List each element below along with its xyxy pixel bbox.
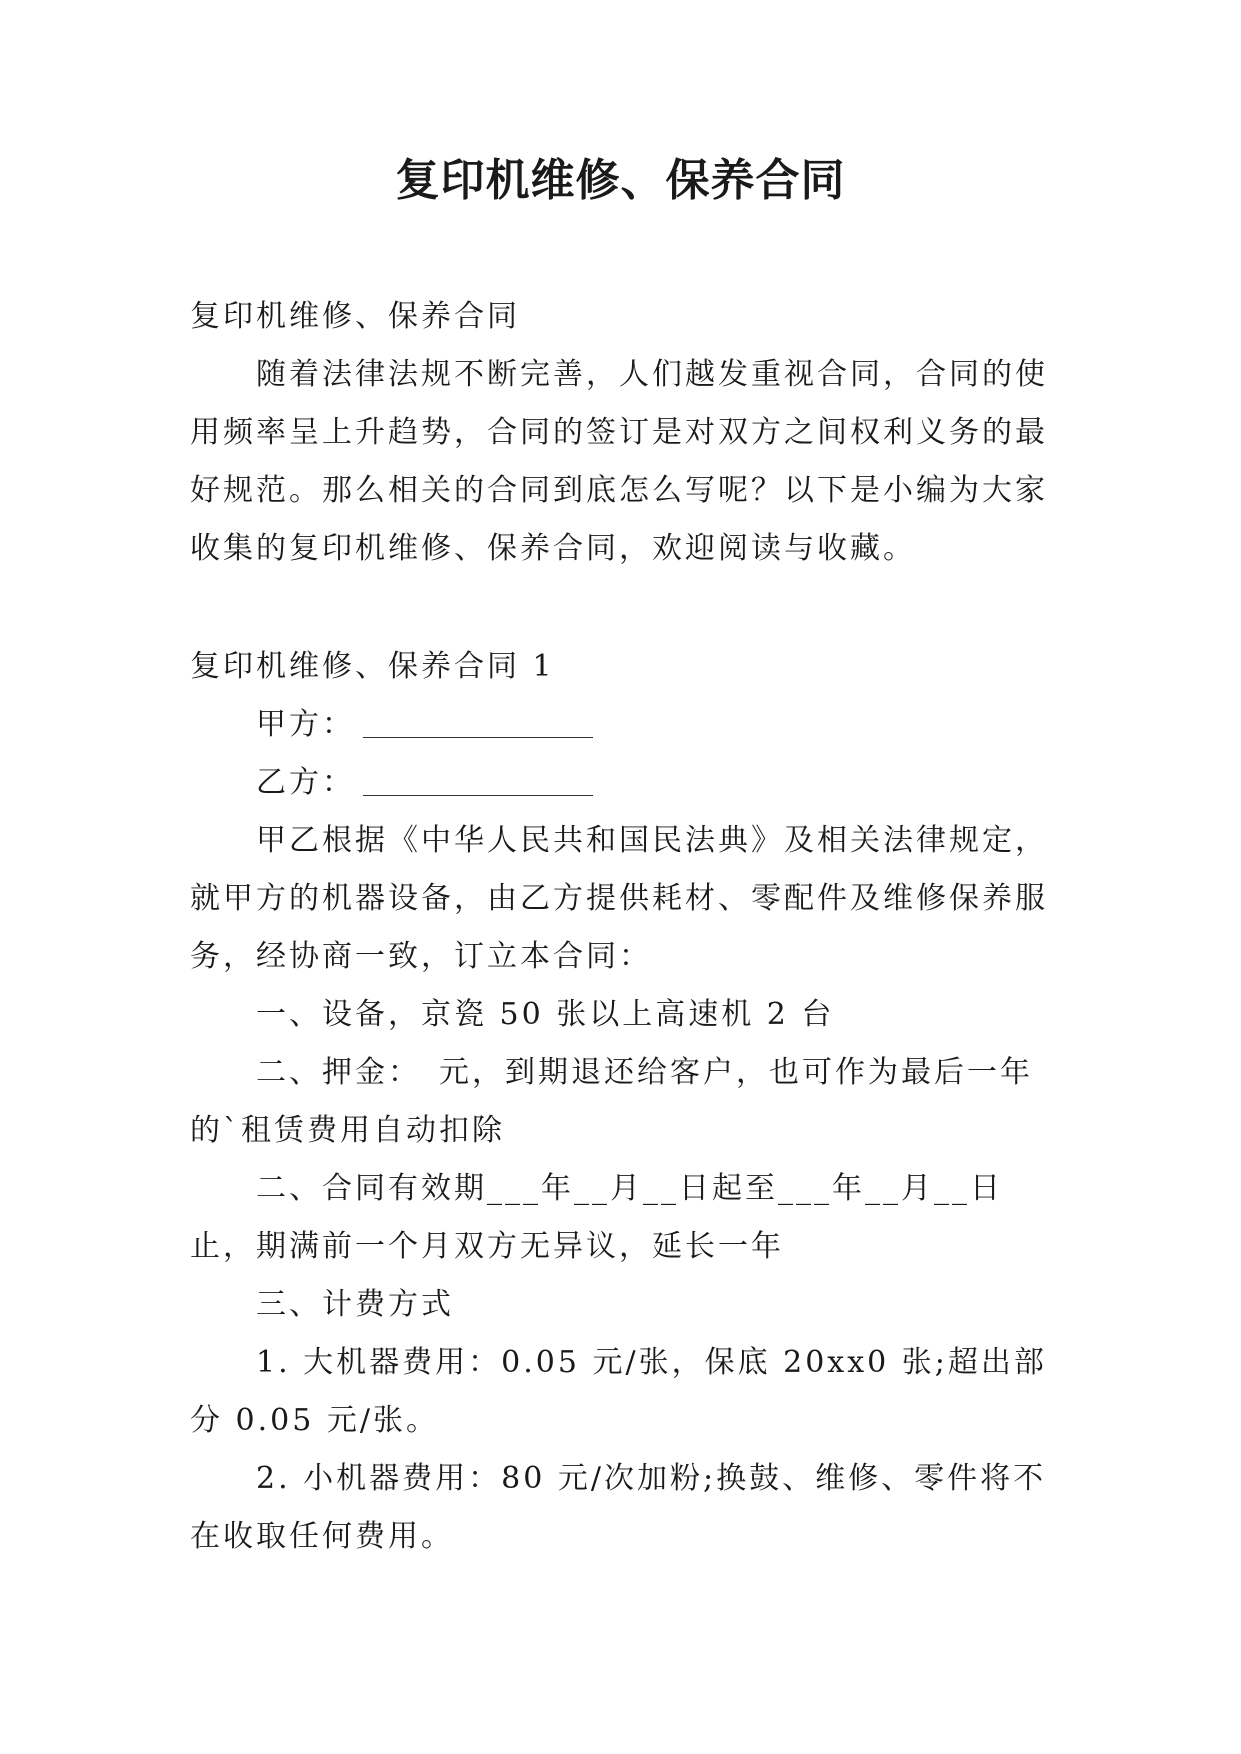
party-a-blank [363,715,593,738]
document-subtitle: 复印机维修、保养合同 [190,299,520,334]
party-b-label: 乙方： [256,765,355,800]
paragraph-gap [190,578,1052,638]
party-a-label: 甲方： [256,707,355,742]
clause-deposit: 二、押金： 元，到期退还给客户，也可作为最后一年的`租赁费用自动扣除 [190,1055,1033,1148]
document-title: 复印机维修、保养合同 [395,155,846,206]
clause-billing-large: 1. 大机器费用：0.05 元/张，保底 20xx0 张;超出部分 0.05 元/张。 [190,1345,1047,1438]
party-b-line [190,754,1052,812]
clause-equipment: 一、设备，京瓷 50 张以上高速机 2 台 [256,997,835,1032]
document-body [190,288,1052,1566]
clause-billing-small: 2. 小机器费用：80 元/次加粉;换鼓、维修、零件将不在收取任何费用。 [190,1461,1047,1554]
clause-billing: 三、计费方式 [256,1287,454,1322]
section-title: 复印机维修、保养合同 1 [190,649,555,684]
preamble-paragraph: 甲乙根据《中华人民共和国民法典》及相关法律规定，就甲方的机器设备，由乙方提供耗材、零配件及维修保养服务，经协商一致，订立本合同： [190,823,1048,974]
intro-paragraph: 随着法律法规不断完善，人们越发重视合同，合同的使用频率呈上升趋势，合同的签订是对双方之间权利义务的最好规范。那么相关的合同到底怎么写呢？以下是小编为大家收集的复印机维修、保养合同，欢迎阅读与收藏。 [190,357,1048,566]
party-a-line [190,696,1052,754]
clause-term: 二、合同有效期___年__月__日起至___年__月__日止，期满前一个月双方无异议，延长一年 [190,1171,1003,1264]
party-b-blank [363,773,593,796]
